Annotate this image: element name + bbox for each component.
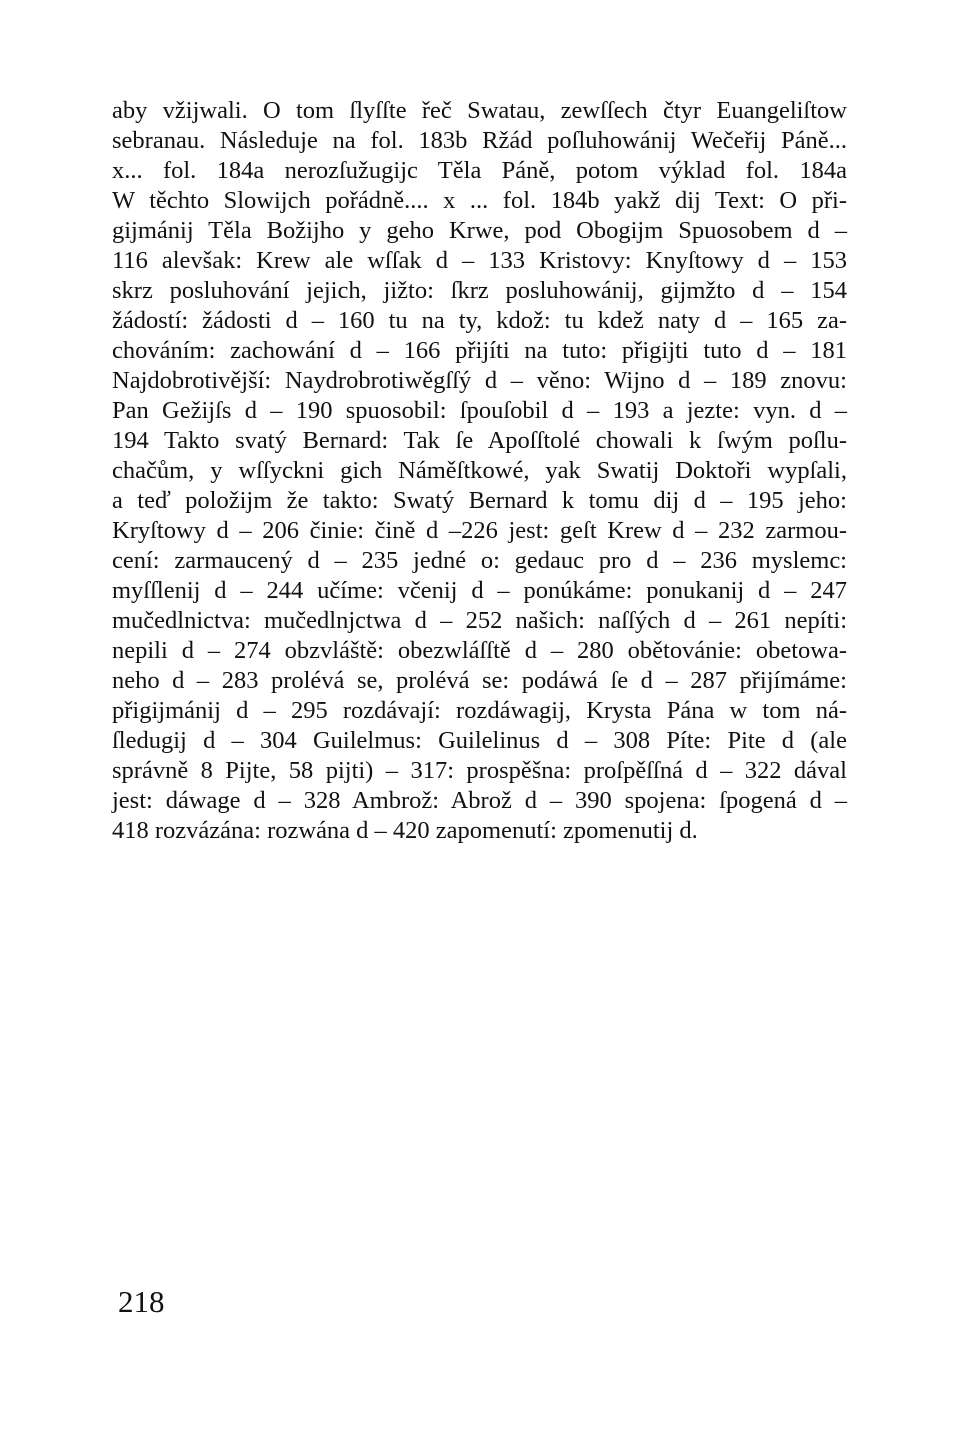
text-line: mučedlnictva: mučedlnjctwa d – 252 našich: naſſých d – 261 nepíti: [112, 607, 847, 634]
text-line: Pan Gežijſs d – 190 spuosobil: ſpouſobil d – 193 a jezte: vyn. d – [112, 397, 847, 424]
text-line: neho d – 283 prolévá se, prolévá se: podáwá ſe d – 287 přijímáme: [112, 667, 847, 694]
text-line: 194 Takto svatý Bernard: Tak ſe Apoſſtolé chowali k ſwým poſlu- [112, 427, 847, 454]
text-line: Najdobrotivější: Naydrobrotiwěgſſý d – věno: Wijno d – 189 znovu: [112, 367, 847, 394]
text-line: 418 rozvázána: rozwána d – 420 zapomenutí: zpomenutij d. [112, 817, 698, 844]
text-line: přigijmánij d – 295 rozdávají: rozdáwagij, Krysta Pána w tom ná- [112, 697, 847, 724]
text-line: žádostí: žádosti d – 160 tu na ty, kdož: tu kdež naty d – 165 za- [112, 307, 847, 334]
text-line: sebranau. Následuje na fol. 183b Ržád poſluhowánij Wečeřij Páně... [112, 127, 847, 154]
text-line: aby vžijwali. O tom ſlyſſte řeč Swatau, zewſſech čtyr Euangeliſtow [112, 97, 847, 124]
text-line: Kryſtowy d – 206 činie: čině d –226 jest: geſt Krew d – 232 zarmou- [112, 517, 847, 544]
text-line: skrz posluhování jejich, jižto: ſkrz posluhowánij, gijmžto d – 154 [112, 277, 847, 304]
text-line: správně 8 Pijte, 58 pijti) – 317: prospěšna: proſpěſſná d – 322 dával [112, 757, 847, 784]
page-number: 218 [118, 1284, 165, 1319]
text-line: jest: dáwage d – 328 Ambrož: Abrož d – 390 spojena: ſpogená d – [112, 787, 847, 814]
text-line: W těchto Slowijch pořádně.... x ... fol. 184b yakž dij Text: O při- [112, 187, 847, 214]
text-line: x... fol. 184a nerozſužugijc Těla Páně, potom výklad fol. 184a [112, 157, 847, 184]
text-line: 116 alevšak: Krew ale wſſak d – 133 Kristovy: Knyſtowy d – 153 [112, 247, 847, 274]
text-line: gijmánij Těla Božijho y geho Krwe, pod Obogijm Spuosobem d – [112, 217, 847, 244]
text-line: chačům, y wſſyckni gich Náměſtkowé, yak Swatij Doktoři wypſali, [112, 457, 847, 484]
text-line: nepili d – 274 obzvláště: obezwláſſtě d – 280 obětovánie: obetowa- [112, 637, 847, 664]
text-line: ſledugij d – 304 Guilelmus: Guilelinus d – 308 Píte: Pite d (ale [112, 727, 847, 754]
text-line: myſſlenij d – 244 učíme: včenij d – ponúkáme: ponukanij d – 247 [112, 577, 847, 604]
text-line: cení: zarmaucený d – 235 jedné o: gedauc pro d – 236 myslemc: [112, 547, 847, 574]
text-line: a teď položijm že takto: Swatý Bernard k tomu dij d – 195 jeho: [112, 487, 847, 514]
text-line: chováním: zachowání d – 166 přijíti na tuto: přigijti tuto d – 181 [112, 337, 847, 364]
